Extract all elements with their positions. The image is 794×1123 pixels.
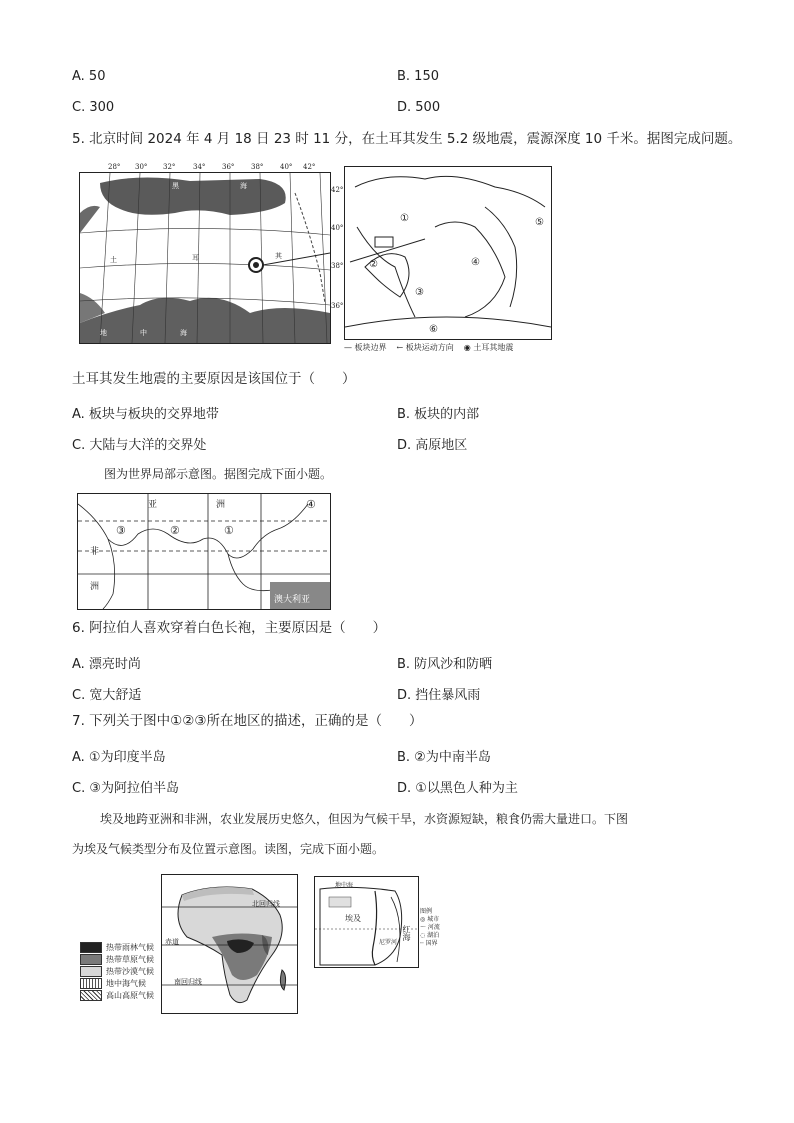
legend-boundary: — 板块边界 xyxy=(344,343,387,352)
q4-option-a: A. 50 xyxy=(72,69,106,84)
label-fei: 非 xyxy=(90,547,100,557)
inset-legend-city: ◎ 城市 xyxy=(420,916,440,923)
turkey-map xyxy=(79,172,331,344)
q4-option-b: B. 150 xyxy=(397,69,439,84)
legend-savanna: 热带草原气候 xyxy=(80,953,154,965)
q5-question: 土耳其发生地震的主要原因是该国位于（ ） xyxy=(72,371,356,387)
lon-tick: 40° xyxy=(280,163,293,171)
q6-option-d: D. 挡住暴风雨 xyxy=(397,688,481,703)
lat-tick: 40° xyxy=(331,224,344,232)
inset-legend-lake: ◌ 湖泊 xyxy=(420,932,440,939)
inset-legend-river: ～ 河流 xyxy=(420,924,440,931)
plate-1: ① xyxy=(400,213,409,224)
africa-climate-map xyxy=(161,874,298,1014)
plate-5: ⑤ xyxy=(535,217,544,228)
egypt-inset-map xyxy=(314,876,419,968)
plates-legend xyxy=(344,342,513,353)
region-3: ③ xyxy=(116,524,126,537)
q4-option-c: C. 300 xyxy=(72,100,115,115)
legend-direction: ← 板块运动方向 xyxy=(396,343,454,352)
region-4: ④ xyxy=(306,498,316,511)
lon-tick: 42° xyxy=(303,163,316,171)
q5-option-a: A. 板块与板块的交界地带 xyxy=(72,407,219,422)
q5-option-b: B. 板块的内部 xyxy=(397,407,480,422)
legend-mediterranean: 地中海气候 xyxy=(80,977,154,989)
q7-option-a: A. ①为印度半岛 xyxy=(72,750,166,765)
lon-tick: 34° xyxy=(193,163,206,171)
plate-6: ⑥ xyxy=(429,324,438,335)
region-2: ② xyxy=(170,524,180,537)
label-mediterranean: 地中海 xyxy=(335,882,354,889)
label-qi: 其 xyxy=(275,252,282,260)
label-tu: 土 xyxy=(110,256,117,264)
egypt-inset-legend xyxy=(420,908,440,948)
lon-tick: 38° xyxy=(251,163,264,171)
q5-option-d: D. 高原地区 xyxy=(397,438,468,453)
legend-rainforest: 热带雨林气候 xyxy=(80,941,154,953)
tropic-north-label: 北回归线 xyxy=(252,900,280,908)
q5-option-c: C. 大陆与大洋的交界处 xyxy=(72,438,207,453)
lon-tick: 36° xyxy=(222,163,235,171)
label-zhou2: 洲 xyxy=(90,582,100,592)
q6-option-b: B. 防风沙和防晒 xyxy=(397,657,493,672)
label-australia: 澳大利亚 xyxy=(274,595,311,605)
legend-quake: ◉ 土耳其地震 xyxy=(463,343,514,352)
q7-option-d: D. ①以黑色人种为主 xyxy=(397,781,518,796)
plate-4: ④ xyxy=(471,257,480,268)
legend-desert: 热带沙漠气候 xyxy=(80,965,154,977)
plate-2: ② xyxy=(369,259,378,270)
intro-egypt-line1: 埃及地跨亚洲和非洲，农业发展历史悠久，但因为气候干旱，水资源短缺，粮食仍需大量进口。下图 xyxy=(100,812,629,826)
q7-option-c: C. ③为阿拉伯半岛 xyxy=(72,781,179,796)
lon-tick: 28° xyxy=(108,163,121,171)
label-egypt: 埃及 xyxy=(345,914,361,923)
label-zhou: 洲 xyxy=(216,500,226,510)
q6-option-a: A. 漂亮时尚 xyxy=(72,657,141,672)
label-hai: 海 xyxy=(240,182,247,190)
africa-legend xyxy=(80,941,154,1001)
inset-legend-title: 图例 xyxy=(420,908,433,915)
label-nile: 尼罗河 xyxy=(379,939,398,946)
label-zhong: 中 xyxy=(140,329,147,337)
lat-tick: 42° xyxy=(331,186,344,194)
q6-stem: 6. 阿拉伯人喜欢穿着白色长袍，主要原因是（ ） xyxy=(72,620,387,636)
label-hei: 黑 xyxy=(172,182,179,190)
label-hai2: 海 xyxy=(180,329,187,337)
q5-stem: 5. 北京时间 2024 年 4 月 18 日 23 时 11 分，在土耳其发生 5.2 级地震，震源深度 10 千米。据图完成问题。 xyxy=(72,131,742,147)
region-1: ① xyxy=(224,524,234,537)
label-ya: 亚 xyxy=(148,500,158,510)
q7-option-b: B. ②为中南半岛 xyxy=(397,750,491,765)
plate-3: ③ xyxy=(415,287,424,298)
q6-option-c: C. 宽大舒适 xyxy=(72,688,142,703)
tropic-south-label: 南回归线 xyxy=(174,978,202,986)
intro-67: 图为世界局部示意图。据图完成下面小题。 xyxy=(104,467,333,481)
asia-map xyxy=(77,493,331,610)
inset-legend-border: ┄ 国界 xyxy=(420,940,438,947)
plates-map xyxy=(344,166,552,340)
lat-tick: 38° xyxy=(331,262,344,270)
lon-tick: 32° xyxy=(163,163,176,171)
label-er: 耳 xyxy=(192,254,199,262)
intro-egypt-line2: 为埃及气候类型分布及位置示意图。读图，完成下面小题。 xyxy=(72,842,385,856)
label-red-sea: 红海 xyxy=(402,925,411,941)
lat-tick: 36° xyxy=(331,302,344,310)
equator-label: 赤道 xyxy=(165,938,179,946)
q7-stem: 7. 下列关于图中①②③所在地区的描述，正确的是（ ） xyxy=(72,713,423,729)
legend-highland: 高山高原气候 xyxy=(80,989,154,1001)
lon-tick: 30° xyxy=(135,163,148,171)
label-di: 地 xyxy=(100,329,107,337)
q4-option-d: D. 500 xyxy=(397,100,441,115)
